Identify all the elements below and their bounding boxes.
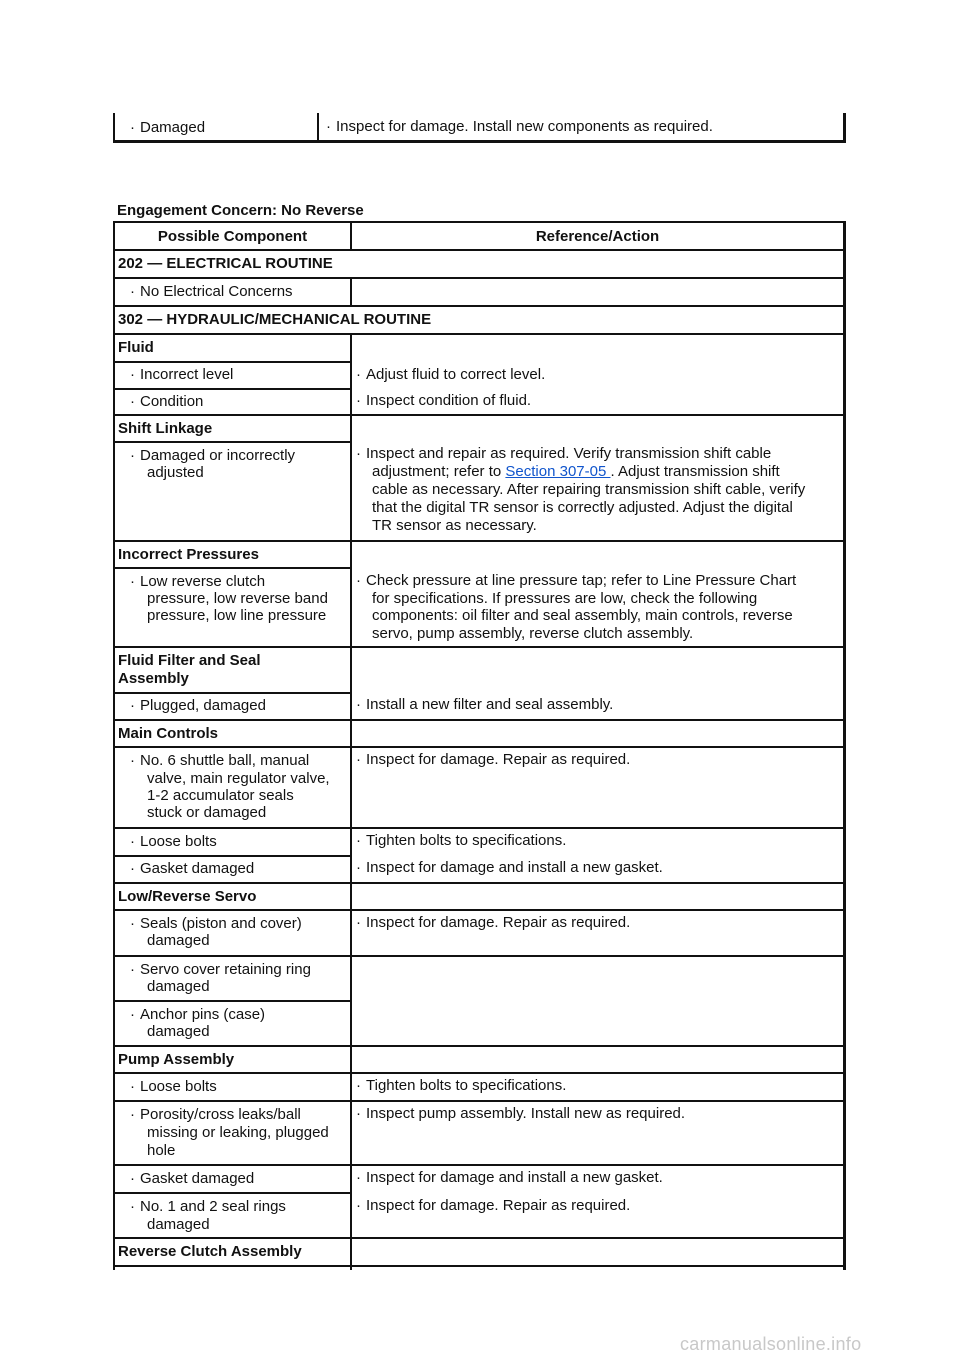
subgroup-heading: Fluid Filter and Seal: [118, 652, 261, 669]
section-307-05-link[interactable]: Section 307-05: [505, 463, 611, 480]
table-cell: pressure, low line pressure: [147, 607, 327, 624]
table-cell: missing or leaking, plugged: [147, 1124, 329, 1141]
table-cell: · Adjust fluid to correct level.: [356, 366, 546, 383]
table-cell: · Inspect and repair as required. Verify transmission shift cable: [356, 445, 772, 462]
group-heading: 302 — HYDRAULIC/MECHANICAL ROUTINE: [118, 311, 432, 328]
table-cell: · No. 1 and 2 seal rings: [130, 1198, 286, 1215]
table-cell: · Inspect for damage. Repair as required.: [356, 751, 631, 768]
table-cell: · No. 6 shuttle ball, manual: [130, 752, 310, 769]
table-cell: stuck or damaged: [147, 804, 267, 821]
table-cell: damaged: [147, 978, 210, 995]
subgroup-heading: Low/Reverse Servo: [118, 888, 257, 905]
column-header-action: Reference/Action: [535, 228, 660, 245]
table-cell: · Gasket damaged: [130, 1170, 255, 1187]
table-cell: TR sensor as necessary.: [372, 517, 537, 534]
table-cell: servo, pump assembly, reverse clutch assembly.: [372, 625, 694, 642]
table-cell: · Inspect for damage. Install new components as required.: [326, 118, 713, 135]
table-cell: · Inspect for damage. Repair as required.: [356, 914, 631, 931]
table-cell: · Servo cover retaining ring: [130, 961, 311, 978]
table-cell: · Damaged: [130, 119, 206, 136]
subgroup-heading: Shift Linkage: [118, 420, 213, 437]
table-cell: · Loose bolts: [130, 833, 217, 850]
table-cell: · Check pressure at line pressure tap; refer to Line Pressure Chart: [356, 572, 797, 589]
watermark: carmanualsonline.info: [680, 1334, 862, 1354]
table-cell: · Anchor pins (case): [130, 1006, 266, 1023]
subgroup-heading: Assembly: [118, 670, 189, 687]
table-cell: · Inspect for damage and install a new gasket.: [356, 859, 663, 876]
table-cell: · Inspect condition of fluid.: [356, 392, 532, 409]
table-cell: · Damaged or incorrectly: [130, 447, 296, 464]
section-title: Engagement Concern: No Reverse: [117, 202, 364, 219]
subgroup-heading: Pump Assembly: [118, 1051, 235, 1068]
table-cell: · Loose bolts: [130, 1078, 217, 1095]
table-cell: 1-2 accumulator seals: [147, 787, 294, 804]
table-cell: · Seals (piston and cover): [130, 915, 302, 932]
table-cell: · Install a new filter and seal assembly.: [356, 696, 614, 713]
table-cell: · Inspect for damage. Repair as required.: [356, 1197, 631, 1214]
table-cell: valve, main regulator valve,: [147, 770, 330, 787]
subgroup-heading: Reverse Clutch Assembly: [118, 1243, 302, 1260]
subgroup-heading: Incorrect Pressures: [118, 546, 259, 563]
table-cell: · Inspect for damage and install a new gasket.: [356, 1169, 663, 1186]
table-cell: cable as necessary. After repairing transmission shift cable, verify: [372, 481, 806, 498]
table-cell: · Low reverse clutch: [130, 573, 266, 590]
table-cell: · Porosity/cross leaks/ball: [130, 1106, 301, 1123]
subgroup-heading: Fluid: [118, 339, 154, 356]
table-cell: · Incorrect level: [130, 366, 234, 383]
table-cell: damaged: [147, 1216, 210, 1233]
table-cell: pressure, low reverse band: [147, 590, 328, 607]
table-cell: components: oil filter and seal assembly, main controls, reverse: [372, 607, 793, 624]
table-cell: damaged: [147, 1023, 210, 1040]
table-cell: adjusted: [147, 464, 204, 481]
table-cell: for specifications. If pressures are low, check the following: [372, 590, 758, 607]
table-cell: hole: [147, 1142, 176, 1159]
table-cell: damaged: [147, 932, 210, 949]
table-cell: · Plugged, damaged: [130, 697, 266, 714]
table-cell: · No Electrical Concerns: [130, 283, 293, 300]
table-cell: that the digital TR sensor is correctly adjusted. Adjust the digital: [372, 499, 793, 516]
table-cell: · Inspect pump assembly. Install new as required.: [356, 1105, 686, 1122]
table-cell: · Gasket damaged: [130, 860, 255, 877]
column-header-component: Possible Component: [157, 228, 308, 245]
group-heading: 202 — ELECTRICAL ROUTINE: [118, 255, 333, 272]
table-cell: · Tighten bolts to specifications.: [356, 832, 567, 849]
table-cell: adjustment; refer to Section 307-05 . Adjust transmission shift: [372, 463, 780, 480]
table-cell: · Condition: [130, 393, 204, 410]
subgroup-heading: Main Controls: [118, 725, 218, 742]
table-cell: · Tighten bolts to specifications.: [356, 1077, 567, 1094]
